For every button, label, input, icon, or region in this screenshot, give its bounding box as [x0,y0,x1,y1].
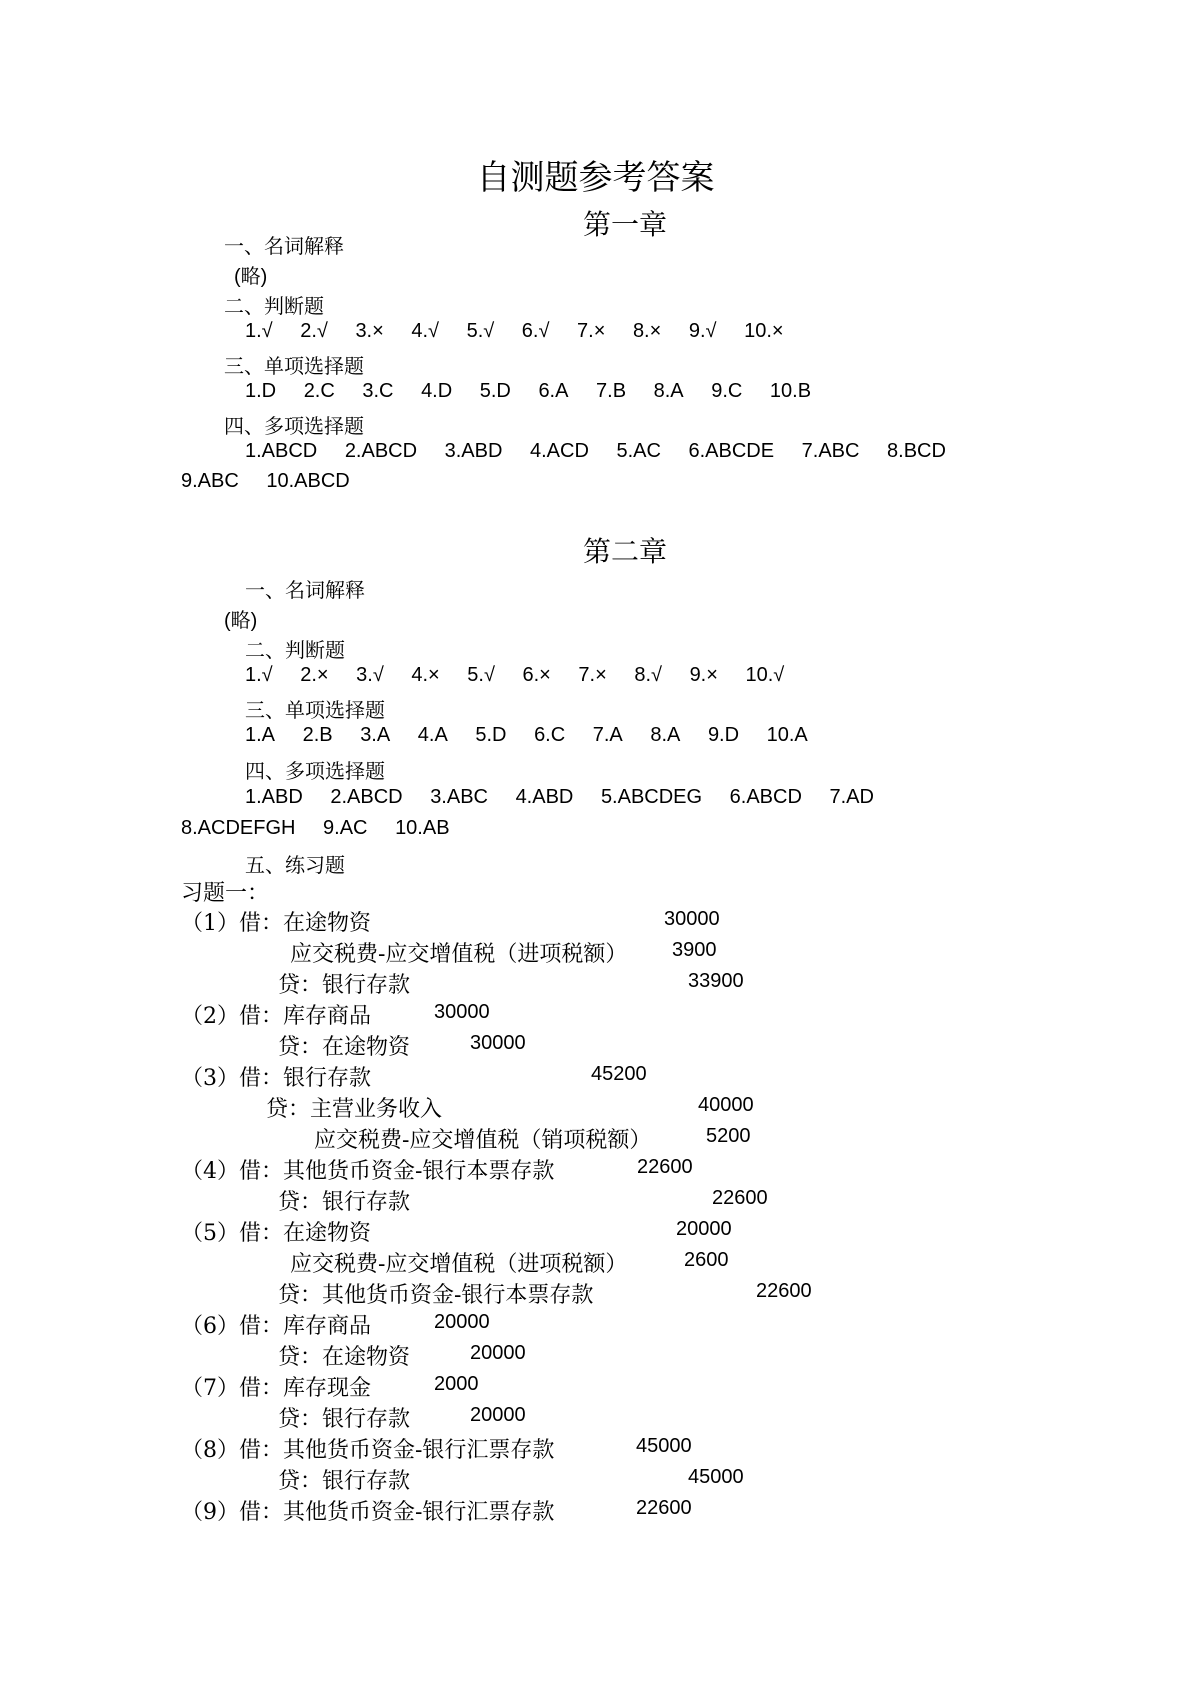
ch2-section-terms: 一、名词解释 [245,580,365,602]
journal-entry-text: 贷：其他货币资金-银行本票存款 [278,1283,594,1308]
answer: 6.C [534,724,566,746]
journal-entry-amount: 45000 [636,1435,692,1457]
answer: 3.ABC [430,786,488,808]
ch2-multi-choice-answers-line1 [245,786,896,809]
exercise-title: 习题一： [181,881,270,906]
journal-entry-amount: 20000 [676,1218,732,1240]
journal-entry-amount: 2000 [434,1373,479,1395]
answer: 10.× [744,320,784,342]
journal-entry-amount: 40000 [698,1094,754,1116]
answer: 7.A [592,724,623,746]
answer: 4.× [411,664,440,686]
answer: 2.C [303,380,335,402]
ch1-section-multi-choice: 四、多项选择题 [224,416,364,438]
journal-entry-text: 应交税费-应交增值税（进项税额） [290,1252,628,1277]
answer: 9.ABC [181,470,239,492]
journal-entry-amount: 30000 [434,1001,490,1023]
ch1-terms-note: (略) [234,266,268,288]
answer: 5.ABCDEG [600,786,703,808]
answer: 9.AC [323,817,368,839]
answer: 8.√ [634,664,662,686]
answer: 8.A [653,380,684,402]
document-title: 自测题参考答案 [476,159,715,197]
journal-entry-amount: 45000 [688,1466,744,1488]
ch1-true-false-answers [245,320,806,343]
answer: 4.ACD [530,440,589,462]
answer: 3.× [355,320,384,342]
answer: 1.√ [245,664,273,686]
answer: 5.AC [616,440,661,462]
journal-entry-text: 贷：银行存款 [278,1190,411,1215]
journal-entry-text: 贷：银行存款 [278,1407,411,1432]
answer: 1.D [245,380,277,402]
journal-entry-amount: 2600 [684,1249,729,1271]
answer: 8.BCD [887,440,946,462]
answer: 1.√ [245,320,273,342]
answer: 9.√ [688,320,717,342]
journal-entry-text: 贷：在途物资 [278,1035,411,1060]
journal-entry-text: （3）借：银行存款 [181,1066,371,1091]
answer: 10.√ [745,664,785,686]
answer: 2.× [300,664,329,686]
answer: 1.ABCD [245,440,318,462]
journal-entry-text: （9）借：其他货币资金-银行汇票存款 [181,1500,555,1525]
journal-entry-text: （8）借：其他货币资金-银行汇票存款 [181,1438,555,1463]
journal-entry-amount: 22600 [756,1280,812,1302]
journal-entry-text: 贷：银行存款 [278,1469,411,1494]
journal-entry-text: （4）借：其他货币资金-银行本票存款 [181,1159,555,1184]
journal-entry-amount: 30000 [664,908,720,930]
journal-entry-amount: 22600 [636,1497,692,1519]
ch2-multi-choice-answers-line2 [181,817,472,840]
ch1-multi-choice-answers-line2 [181,470,372,493]
journal-entry-amount: 30000 [470,1032,526,1054]
answer: 4.ABD [515,786,574,808]
ch2-terms-note: (略) [224,610,258,632]
ch2-true-false-answers [245,664,806,687]
answer: 10.B [769,380,812,402]
answer: 6.A [538,380,569,402]
answer: 7.× [578,664,607,686]
answer: 3.√ [356,664,384,686]
journal-entry-text: 贷：银行存款 [278,973,411,998]
answer: 1.ABD [245,786,303,808]
answer: 2.B [302,724,333,746]
journal-entry-text: （1）借：在途物资 [181,911,371,936]
ch1-multi-choice-answers-line1 [245,440,968,463]
answer: 9.C [711,380,743,402]
answer: 4.D [421,380,453,402]
journal-entry-amount: 20000 [470,1404,526,1426]
journal-entry-text: 贷：在途物资 [278,1345,411,1370]
answer: 10.AB [395,817,450,839]
answer: 10.ABCD [266,470,350,492]
answer: 7.B [596,380,627,402]
journal-entry-amount: 20000 [470,1342,526,1364]
answer: 7.AD [829,786,874,808]
answer: 7.× [577,320,606,342]
answer: 6.× [522,664,551,686]
journal-entry-text: 贷：主营业务收入 [266,1097,443,1122]
ch1-single-choice-answers [245,380,833,403]
journal-entry-amount: 33900 [688,970,744,992]
answer: 6.ABCDE [688,440,775,462]
answer: 1.A [245,724,276,746]
journal-entry-text: （2）借：库存商品 [181,1004,371,1029]
answer: 8.A [650,724,681,746]
answer: 3.A [360,724,391,746]
answer: 3.C [362,380,394,402]
answer: 5.√ [466,320,495,342]
answer: 5.√ [467,664,495,686]
journal-entry-amount: 22600 [712,1187,768,1209]
answer: 9.D [707,724,740,746]
journal-entry-amount: 45200 [591,1063,647,1085]
journal-entry-text: （7）借：库存现金 [181,1376,371,1401]
journal-entry-text: 应交税费-应交增值税（进项税额） [290,942,628,967]
ch2-single-choice-answers [245,724,830,747]
answer: 9.× [689,664,718,686]
ch1-section-terms: 一、名词解释 [224,236,344,258]
answer: 10.A [766,724,808,746]
journal-entry-text: 应交税费-应交增值税（销项税额） [314,1128,652,1153]
chapter-2-heading: 第二章 [582,536,667,567]
answer: 7.ABC [801,440,860,462]
answer: 4.√ [411,320,440,342]
journal-entry-amount: 20000 [434,1311,490,1333]
journal-entry-text: （5）借：在途物资 [181,1221,371,1246]
answer: 2.ABCD [330,786,403,808]
answer: 3.ABD [444,440,503,462]
answer: 5.D [479,380,511,402]
ch2-section-true-false: 二、判断题 [245,640,345,662]
journal-entry-amount: 5200 [706,1125,751,1147]
journal-entry-text: （6）借：库存商品 [181,1314,371,1339]
answer: 4.A [417,724,448,746]
answer: 8.× [632,320,662,342]
ch2-section-multi-choice: 四、多项选择题 [245,761,385,783]
journal-entry-amount: 22600 [637,1156,693,1178]
ch2-section-single-choice: 三、单项选择题 [245,700,385,722]
answer: 2.ABCD [344,440,418,462]
chapter-1-heading: 第一章 [582,209,667,240]
answer: 6.ABCD [729,786,802,808]
ch1-section-single-choice: 三、单项选择题 [224,356,364,378]
ch1-section-true-false: 二、判断题 [224,296,324,318]
journal-entry-amount: 3900 [672,939,717,961]
answer: 5.D [475,724,507,746]
answer: 8.ACDEFGH [181,817,296,839]
ch2-section-exercises: 五、练习题 [245,855,345,877]
answer: 6.√ [521,320,550,342]
answer: 2.√ [300,320,328,342]
